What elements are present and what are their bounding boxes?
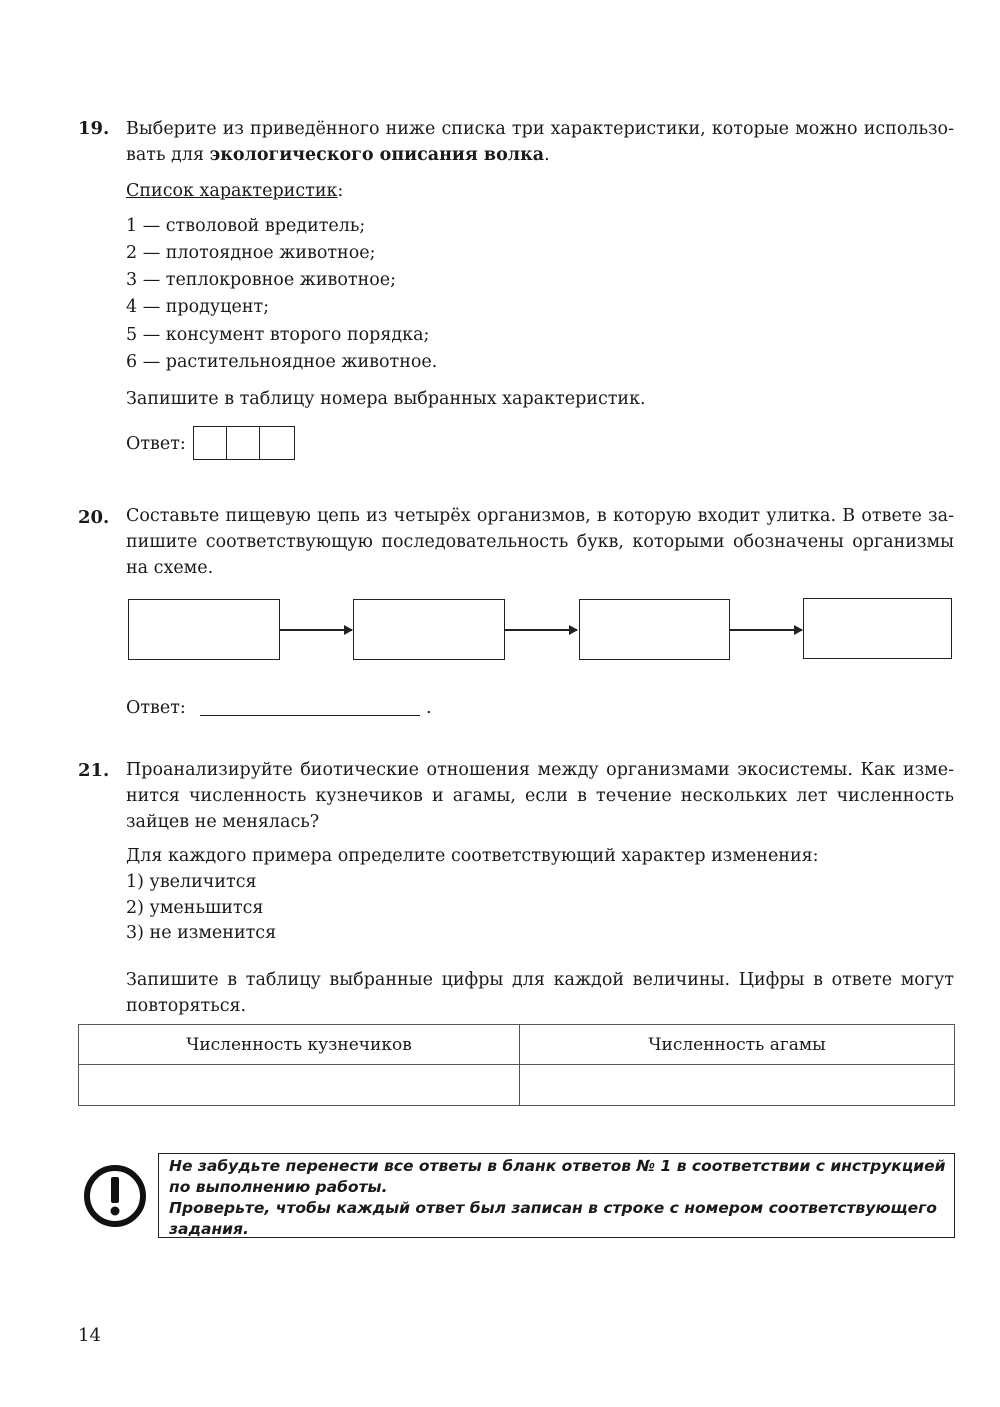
table-header-agama: Численность агамы: [520, 1025, 955, 1065]
list-title-text: Список характеристик: [126, 181, 338, 201]
answer-cell-1[interactable]: [193, 426, 227, 460]
question-21-answer-table: [78, 1024, 955, 1106]
question-20-answer-line[interactable]: [200, 715, 420, 716]
exclamation-circle-icon: [82, 1163, 148, 1229]
question-19-text-start: Выберите из приведённого ниже списка три характеристики, которые можно использо-вать для: [126, 119, 954, 165]
question-19-text-end: .: [544, 145, 550, 165]
question-19-answer-cells: [193, 426, 295, 460]
food-chain-box-1[interactable]: [128, 599, 280, 660]
option-item: 1) увеличится: [126, 872, 257, 892]
question-20-answer-label: Ответ:: [126, 698, 186, 718]
food-chain-arrow-3: [730, 629, 802, 631]
question-19-list-title: [126, 181, 343, 201]
question-21-text: Проанализируйте биотические отношения между организмами экосистемы. Как изме-нится численность кузнечиков и агамы, если в течение нескольких лет численность зайцев не менялась?: [126, 760, 954, 832]
notice-box: [158, 1153, 955, 1238]
question-19-text: [126, 116, 954, 168]
question-20-number: 20.: [78, 507, 110, 528]
food-chain-arrow-1: [280, 629, 352, 631]
question-21-instruction: Запишите в таблицу выбранные цифры для каждой величины. Цифры в ответе могут повторяться.: [126, 970, 954, 1016]
question-20-answer-end: .: [426, 698, 432, 718]
answer-cell-grasshoppers[interactable]: [79, 1065, 520, 1106]
answer-cell-3[interactable]: [259, 426, 295, 460]
list-title-colon: :: [337, 181, 344, 201]
list-item: 3 — теплокровное животное;: [126, 270, 397, 290]
option-item: 3) не изменится: [126, 923, 277, 943]
answer-cell-2[interactable]: [226, 426, 260, 460]
page-number: 14: [78, 1325, 101, 1346]
list-item: 6 — растительноядное животное.: [126, 352, 438, 372]
question-19-text-bold: экологического описания волка: [209, 145, 545, 165]
question-19-number: 19.: [78, 118, 110, 139]
question-20-text: Составьте пищевую цепь из четырёх организмов, в которую входит улитка. В ответе за-пишите соответствующую последовательность букв, которыми обозначены организмы на схеме.: [126, 506, 954, 578]
notice-line-2: Проверьте, чтобы каждый ответ был записан в строке с номером соответствующего задания.: [169, 1199, 937, 1238]
list-item: 2 — плотоядное животное;: [126, 243, 376, 263]
list-item: 1 — стволовой вредитель;: [126, 216, 366, 236]
notice-line-1: Не забудьте перенести все ответы в бланк ответов № 1 в соответствии с инструкцией по выполнению работы.: [169, 1157, 946, 1196]
question-21-prompt: Для каждого примера определите соответствующий характер изменения:: [126, 846, 819, 866]
food-chain-arrow-2: [505, 629, 577, 631]
list-item: 5 — консумент второго порядка;: [126, 325, 430, 345]
table-header-grasshoppers: Численность кузнечиков: [79, 1025, 520, 1065]
list-item: 4 — продуцент;: [126, 297, 270, 317]
food-chain-box-2[interactable]: [353, 599, 505, 660]
question-19-answer-label: Ответ:: [126, 434, 186, 454]
question-21-number: 21.: [78, 760, 110, 781]
option-item: 2) уменьшится: [126, 898, 264, 918]
question-19-instruction: Запишите в таблицу номера выбранных характеристик.: [126, 389, 646, 409]
food-chain-box-3[interactable]: [579, 599, 730, 660]
answer-cell-agama[interactable]: [520, 1065, 955, 1106]
food-chain-box-4[interactable]: [803, 598, 952, 659]
